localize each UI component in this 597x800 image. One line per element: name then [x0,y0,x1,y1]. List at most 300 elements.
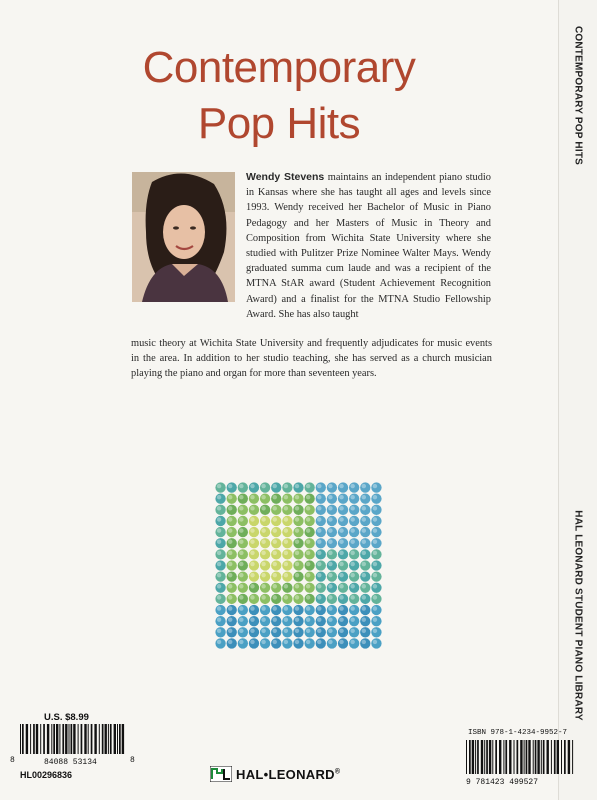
author-bio-top [246,170,491,322]
mosaic-highlight [350,528,354,532]
mosaic-highlight [317,629,321,633]
mosaic-highlight [284,484,288,488]
mosaic-highlight [228,540,232,544]
mosaic-highlight [339,551,343,555]
mosaic-highlight [228,606,232,610]
mosaic-highlight [273,562,277,566]
mosaic-highlight [217,551,221,555]
mosaic-highlight [217,506,221,510]
mosaic-highlight [373,551,377,555]
mosaic-highlight [228,517,232,521]
mosaic-highlight [217,562,221,566]
barcode-bar [509,740,511,774]
mosaic-highlight [306,617,310,621]
barcode-bar [557,740,559,774]
spine-title: CONTEMPORARY POP HITS [572,25,584,166]
mosaic-highlight [273,484,277,488]
isbn-barcode [464,740,576,776]
mosaic-highlight [261,595,265,599]
mosaic-highlight [317,640,321,644]
mosaic-highlight [373,617,377,621]
barcode-bar [517,740,519,774]
mosaic-highlight [284,528,288,532]
mosaic-highlight [228,551,232,555]
mosaic-highlight [250,562,254,566]
barcode-bar [78,724,79,754]
barcode-bar [564,740,566,774]
barcode-bar [466,740,467,774]
mosaic-highlight [328,640,332,644]
mosaic-highlight [362,517,366,521]
barcode-bar [71,724,73,754]
mosaic-highlight [328,495,332,499]
mosaic-highlight [339,517,343,521]
mosaic-highlight [362,595,366,599]
barcode-bar [492,740,493,774]
mosaic-highlight [317,595,321,599]
mosaic-highlight [306,595,310,599]
mosaic-highlight [339,617,343,621]
mosaic-highlight [339,484,343,488]
mosaic-highlight [306,606,310,610]
barcode-bar [22,724,24,754]
mosaic-highlight [261,506,265,510]
mosaic-highlight [261,562,265,566]
barcode-bar [481,740,483,774]
mosaic-highlight [273,495,277,499]
publisher-logo [210,764,340,784]
barcode-bar [69,724,70,754]
mosaic-highlight [306,629,310,633]
mosaic-highlight [250,584,254,588]
mosaic-highlight [239,562,243,566]
mosaic-highlight [317,484,321,488]
mosaic-highlight [350,617,354,621]
mosaic-highlight [328,584,332,588]
barcode-bar [99,724,100,754]
mosaic-highlight [217,484,221,488]
mosaic-highlight [250,606,254,610]
barcode-bar [503,740,504,774]
mosaic-highlight [250,629,254,633]
mosaic-highlight [228,484,232,488]
barcode-bar [33,724,35,754]
mosaic-highlight [339,540,343,544]
mosaic-highlight [306,540,310,544]
mosaic-highlight [250,495,254,499]
mosaic-highlight [250,517,254,521]
mosaic-highlight [328,517,332,521]
mosaic-highlight [317,562,321,566]
mosaic-highlight [261,528,265,532]
mosaic-highlight [228,528,232,532]
mosaic-highlight [239,584,243,588]
mosaic-highlight [362,617,366,621]
barcode-bar [551,740,552,774]
barcode-bar [505,740,507,774]
mosaic-highlight [362,573,366,577]
mosaic-highlight [217,584,221,588]
mosaic-highlight [217,640,221,644]
mosaic-highlight [284,540,288,544]
mosaic-highlight [306,551,310,555]
mosaic-highlight [339,606,343,610]
mosaic-highlight [273,640,277,644]
barcode-bar [56,724,58,754]
barcode-bar [489,740,491,774]
barcode-bar [43,724,45,754]
mosaic-highlight [362,540,366,544]
mosaic-highlight [239,551,243,555]
mosaic-highlight [284,595,288,599]
mosaic-highlight [217,540,221,544]
barcode-bar [526,740,528,774]
title-line-2: Pop Hits [197,99,361,148]
mosaic-highlight [250,573,254,577]
mosaic-highlight [317,551,321,555]
barcode-bar [495,740,497,774]
mosaic-highlight [284,606,288,610]
mosaic-highlight [339,573,343,577]
mosaic-highlight [228,595,232,599]
mosaic-highlight [328,551,332,555]
mosaic-highlight [273,551,277,555]
barcode-bar [119,724,121,754]
barcode-bar [20,724,21,754]
mosaic-highlight [295,517,299,521]
mosaic-highlight [228,640,232,644]
mosaic-highlight [350,517,354,521]
mosaic-highlight [239,506,243,510]
mosaic-highlight [350,540,354,544]
mosaic-highlight [261,540,265,544]
barcode-bar [477,740,479,774]
mosaic-highlight [261,495,265,499]
mosaic-highlight [217,617,221,621]
mosaic-highlight [328,573,332,577]
mosaic-highlight [317,528,321,532]
mosaic-highlight [373,540,377,544]
mosaic-highlight [317,517,321,521]
barcode-bar [62,724,64,754]
mosaic-highlight [250,617,254,621]
mosaic-highlight [250,640,254,644]
mosaic-highlight [228,495,232,499]
mosaic-highlight [250,551,254,555]
mosaic-highlight [217,595,221,599]
mosaic-highlight [306,528,310,532]
mosaic-highlight [295,506,299,510]
barcode-bar [47,724,49,754]
mosaic-highlight [362,551,366,555]
mosaic-highlight [350,484,354,488]
price-label: U.S. $8.99 [44,712,89,723]
cover-mosaic-image [215,482,382,650]
barcode-bar [53,724,55,754]
mosaic-highlight [239,528,243,532]
upc-right-digit: 8 [130,756,135,765]
barcode-bar [543,740,545,774]
mosaic-highlight [373,640,377,644]
barcode-bar [499,740,501,774]
mosaic-highlight [362,584,366,588]
mosaic-highlight [328,606,332,610]
mosaic-highlight [261,573,265,577]
mosaic-highlight [228,617,232,621]
mosaic-highlight [284,495,288,499]
mosaic-highlight [250,595,254,599]
mosaic-highlight [284,506,288,510]
mosaic-highlight [295,551,299,555]
mosaic-highlight [295,540,299,544]
mosaic-highlight [339,640,343,644]
mosaic-highlight [306,506,310,510]
barcode-bar [554,740,556,774]
mosaic-highlight [328,484,332,488]
mosaic-highlight [250,484,254,488]
isbn-digits: 9 781423 499527 [466,778,539,787]
mosaic-highlight [295,640,299,644]
barcode-bar [102,724,104,754]
mosaic-highlight [362,484,366,488]
mosaic-highlight [339,595,343,599]
mosaic-highlight [317,573,321,577]
barcode-bar [561,740,562,774]
mosaic-highlight [317,617,321,621]
barcode-bar [117,724,118,754]
mosaic-highlight [284,562,288,566]
mosaic-highlight [350,606,354,610]
mosaic-highlight [362,606,366,610]
mosaic-highlight [273,506,277,510]
barcode-bar [533,740,534,774]
mosaic-highlight [273,606,277,610]
barcode-bar [537,740,539,774]
barcode-bar [81,724,83,754]
barcode-bar [73,724,75,754]
mosaic-highlight [261,617,265,621]
mosaic-highlight [350,629,354,633]
mosaic-highlight [339,506,343,510]
barcode-bar [110,724,112,754]
mosaic-highlight [239,595,243,599]
barcode-bar [572,740,573,774]
barcode-bar [114,724,116,754]
mosaic-highlight [317,584,321,588]
mosaic-highlight [373,562,377,566]
mosaic-highlight [228,584,232,588]
barcode-bar [40,724,41,754]
mosaic-highlight [273,584,277,588]
barcode-bar [514,740,515,774]
mosaic-highlight [362,562,366,566]
mosaic-highlight [373,584,377,588]
mosaic-highlight [362,640,366,644]
isbn-text: ISBN 978-1-4234-9952-7 [468,729,568,737]
mosaic-highlight [295,573,299,577]
mosaic-highlight [239,517,243,521]
mosaic-highlight [228,629,232,633]
mosaic-highlight [273,629,277,633]
mosaic-highlight [273,617,277,621]
barcode-bar [108,724,109,754]
barcode-bar [84,724,86,754]
mosaic-highlight [350,595,354,599]
mosaic-highlight [239,484,243,488]
mosaic-highlight [306,573,310,577]
mosaic-highlight [261,517,265,521]
item-code: HL00296836 [20,770,73,780]
mosaic-highlight [217,517,221,521]
mosaic-highlight [373,606,377,610]
mosaic-highlight [306,517,310,521]
mosaic-highlight [250,506,254,510]
upc-middle-digits: 84088 53134 [44,758,97,767]
mosaic-highlight [373,528,377,532]
mosaic-highlight [362,528,366,532]
mosaic-highlight [239,617,243,621]
barcode-bar [486,740,488,774]
mosaic-highlight [339,528,343,532]
mosaic-highlight [273,573,277,577]
author-photo [132,172,235,302]
barcode-bar [520,740,522,774]
mosaic-highlight [284,629,288,633]
barcode-bar [30,724,31,754]
mosaic-highlight [373,484,377,488]
mosaic-highlight [239,629,243,633]
hal-leonard-logo-icon [210,766,232,782]
mosaic-highlight [350,573,354,577]
mosaic-highlight [250,540,254,544]
mosaic-highlight [273,517,277,521]
mosaic-highlight [217,528,221,532]
mosaic-highlight [350,640,354,644]
mosaic-highlight [328,562,332,566]
mosaic-highlight [273,595,277,599]
mosaic-highlight [373,506,377,510]
mosaic-highlight [295,584,299,588]
mosaic-highlight [261,484,265,488]
barcode-bar [88,724,89,754]
mosaic-highlight [239,573,243,577]
barcode-bar [94,724,96,754]
mosaic-highlight [362,629,366,633]
mosaic-highlight [339,562,343,566]
mosaic-highlight [284,517,288,521]
mosaic-highlight [350,551,354,555]
mosaic-highlight [317,540,321,544]
barcode-bar [535,740,537,774]
title-line-1: Contemporary [142,43,416,92]
publisher-name: HAL•LEONARD® [236,766,341,782]
mosaic-highlight [261,629,265,633]
mosaic-highlight [362,495,366,499]
mosaic-highlight [239,495,243,499]
upc-left-digit: 8 [10,756,15,765]
barcode-bar [528,740,530,774]
mosaic-highlight [306,640,310,644]
barcode-bar [36,724,38,754]
mosaic-highlight [284,617,288,621]
mosaic-highlight [284,551,288,555]
mosaic-highlight [328,528,332,532]
mosaic-highlight [273,540,277,544]
mosaic-highlight [306,484,310,488]
mosaic-highlight [239,540,243,544]
mosaic-highlight [273,528,277,532]
mosaic-highlight [373,629,377,633]
barcode-bar [65,724,67,754]
mosaic-highlight [350,562,354,566]
barcode-bar [51,724,52,754]
mosaic-highlight [284,573,288,577]
mosaic-highlight [295,495,299,499]
barcode-bar [59,724,60,754]
mosaic-highlight [261,551,265,555]
mosaic-highlight [284,584,288,588]
barcode-bar [472,740,474,774]
mosaic-highlight [317,606,321,610]
barcode-bar [524,740,525,774]
mosaic-highlight [328,540,332,544]
mosaic-highlight [306,495,310,499]
barcode-bar [475,740,476,774]
mosaic-highlight [217,495,221,499]
mosaic-highlight [228,506,232,510]
barcode-bar [484,740,485,774]
mosaic-highlight [339,629,343,633]
mosaic-highlight [261,640,265,644]
mosaic-highlight [373,495,377,499]
mosaic-highlight [339,495,343,499]
mosaic-highlight [261,584,265,588]
mosaic-highlight [295,617,299,621]
barcode-bar [26,724,28,754]
mosaic-highlight [362,506,366,510]
mosaic-highlight [295,595,299,599]
mosaic-highlight [295,562,299,566]
mosaic-highlight [284,640,288,644]
mosaic-highlight [217,573,221,577]
mosaic-highlight [328,506,332,510]
barcode-bar [547,740,549,774]
mosaic-highlight [328,595,332,599]
mosaic-highlight [217,606,221,610]
barcode-bar [568,740,570,774]
mosaic-highlight [373,573,377,577]
bio-text-narrow: maintains an independent piano studio in Kansas where she has taught all ages and levels since 1993. Wendy received her Bachelor of Music in Piano Pedagogy and her Masters of Music in Theory and Composition from Wichita State University where she studied with Pulitzer Prize Nominee Walter Mays. Wendy graduated summa cum laude and was a recipient of the MTNA StAR award (Student Achievement Recognition Award) and a finalist for the MTNA Studio Fellowship Award. She has also taught [246,172,492,320]
mosaic-highlight [217,629,221,633]
mosaic-highlight [239,606,243,610]
mosaic-highlight [228,573,232,577]
mosaic-highlight [339,584,343,588]
mosaic-highlight [317,506,321,510]
mosaic-highlight [295,528,299,532]
mosaic-highlight [228,562,232,566]
barcode-bar [541,740,542,774]
author-name: Wendy Stevens [246,171,325,183]
mosaic-highlight [250,528,254,532]
barcode-bar [105,724,107,754]
mosaic-highlight [295,484,299,488]
barcode-bar [122,724,124,754]
mosaic-highlight [373,517,377,521]
mosaic-highlight [295,629,299,633]
mosaic-highlight [328,617,332,621]
barcode-bar [91,724,93,754]
mosaic-highlight [261,606,265,610]
